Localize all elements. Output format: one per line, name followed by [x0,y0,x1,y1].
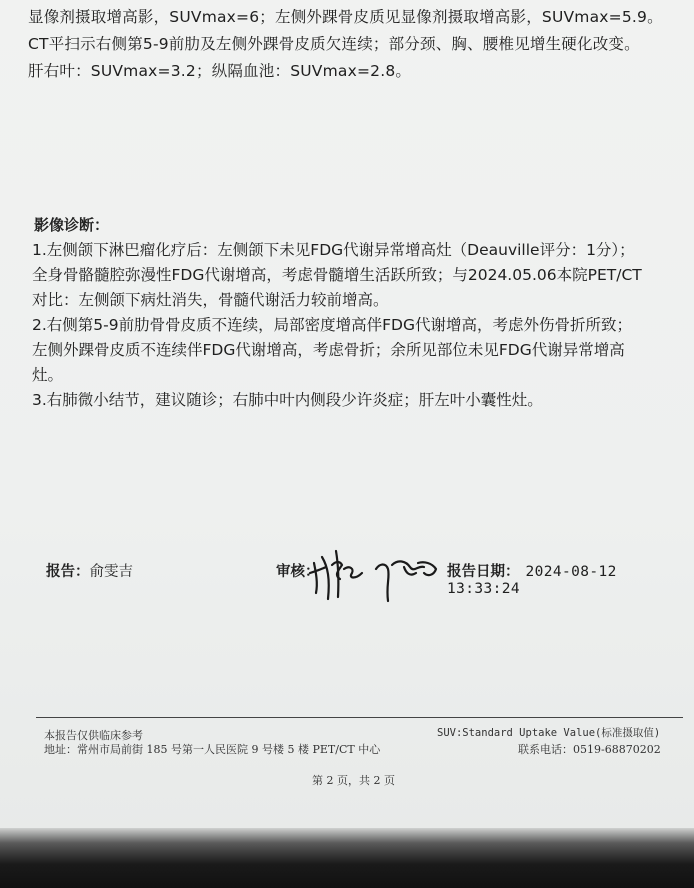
handwritten-signature [306,543,448,605]
date-label: 报告日期： [447,563,520,580]
footer-divider [36,717,683,718]
suv-note: SUV:Standard Uptake Value(标准摄取值) [437,727,661,739]
diagnosis-line: 3.右肺微小结节，建议随诊；右肺中叶内侧段少许炎症；肝左叶小囊性灶。 [32,391,543,409]
phone-text: 联系电话：0519-68870202 [518,743,661,756]
diagnosis-line: 左侧外踝骨皮质不连续伴FDG代谢增高，考虑骨折；余所见部位未见FDG代谢异常增高 [32,341,625,359]
diagnosis-line: 全身骨骼髓腔弥漫性FDG代谢增高，考虑骨髓增生活跃所致；与2024.05.06本院PET/CT [32,266,642,284]
findings-section [28,4,688,85]
diagnosis-title: 影像诊断： [34,216,110,234]
findings-line: CT平扫示右侧第5-9前肋及左侧外踝骨皮质欠连续；部分颈、胸、腰椎见增生硬化改变。 [28,35,640,53]
diagnosis-line: 2.右侧第5-9前肋骨骨皮质不连续，局部密度增高伴FDG代谢增高，考虑外伤骨折所致； [32,316,632,334]
reporter-signature [46,560,133,581]
diagnosis-line: 灶。 [32,366,64,384]
diagnosis-section [32,238,682,413]
reference-note: 本报告仅供临床参考 [44,729,143,742]
diagnosis-line: 1.左侧颌下淋巴瘤化疗后：左侧颌下未见FDG代谢异常增高灶（Deauville评分：1分）； [32,241,635,259]
page-number: 第 2 页，共 2 页 [312,774,395,787]
findings-line: 显像剂摄取增高影，SUVmax=6；左侧外踝骨皮质见显像剂摄取增高影，SUVmax=5.9。 [28,8,663,26]
report-date [447,560,694,597]
reporter-name: 俞雯吉 [89,564,133,580]
desk-background [0,828,694,888]
date-value: 2024-08-12 13:33:24 [447,564,632,597]
findings-line: 肝右叶：SUVmax=3.2；纵隔血池：SUVmax=2.8。 [28,62,412,80]
diagnosis-line: 对比：左侧颌下病灶消失，骨髓代谢活力较前增高。 [32,291,389,309]
reporter-label: 报告： [46,563,90,580]
reviewer-label: 审核： [276,563,320,580]
address-text: 地址：常州市局前街 185 号第一人民医院 9 号楼 5 楼 PET/CT 中心 [44,743,381,756]
